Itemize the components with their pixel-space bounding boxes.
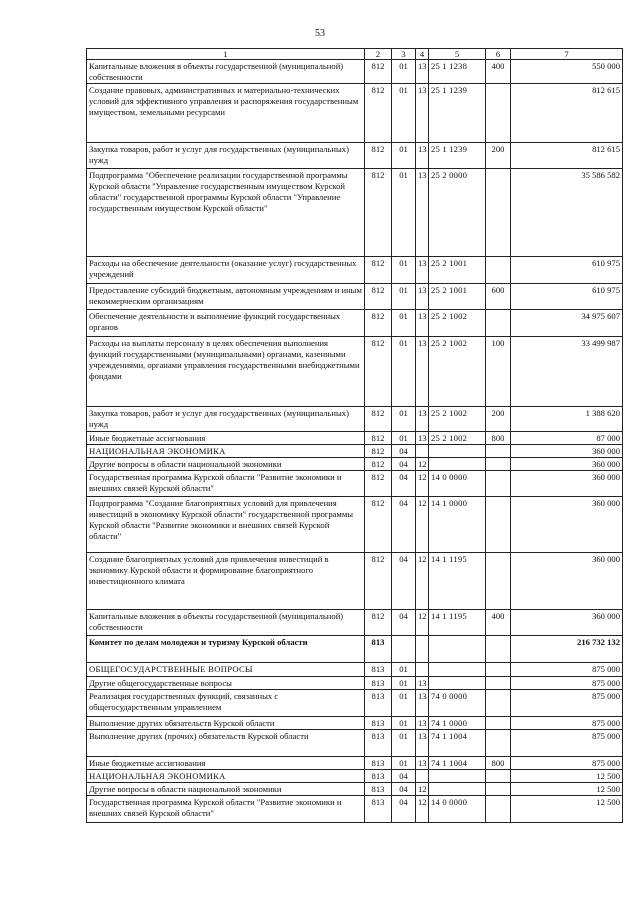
expense-type-cell: 200 [486, 143, 511, 169]
subsection-code-cell: 13 [416, 757, 429, 770]
expense-type-cell [486, 257, 511, 284]
amount-cell: 360 000 [511, 553, 623, 610]
grbs-code-cell: 813 [365, 636, 392, 663]
amount-cell: 812 615 [511, 84, 623, 143]
target-article-cell: 74 1 1004 [429, 730, 486, 757]
header-col-3: 3 [392, 49, 416, 60]
section-code-cell: 04 [392, 471, 416, 497]
subsection-code-cell: 12 [416, 610, 429, 636]
target-article-cell: 25 2 1002 [429, 432, 486, 445]
section-code-cell: 04 [392, 553, 416, 610]
row-name-cell: Иные бюджетные ассигнования [87, 757, 365, 770]
grbs-code-cell: 813 [365, 730, 392, 757]
expense-type-cell: 800 [486, 757, 511, 770]
table-row [87, 84, 623, 143]
table-row [87, 717, 623, 730]
amount-cell: 12 500 [511, 783, 623, 796]
target-article-cell: 25 2 1001 [429, 257, 486, 284]
row-name-cell: Государственная программа Курской области "Развитие экономики и внешних связей Курской области" [87, 471, 365, 497]
header-col-1: 1 [87, 49, 365, 60]
amount-cell: 360 000 [511, 471, 623, 497]
target-article-cell: 14 0 0000 [429, 471, 486, 497]
subsection-code-cell: 12 [416, 796, 429, 823]
subsection-code-cell [416, 445, 429, 458]
amount-cell: 360 000 [511, 497, 623, 553]
table-row [87, 757, 623, 770]
section-code-cell: 04 [392, 610, 416, 636]
header-col-2: 2 [365, 49, 392, 60]
target-article-cell: 14 1 1195 [429, 553, 486, 610]
amount-cell: 35 586 582 [511, 169, 623, 257]
target-article-cell: 74 0 0000 [429, 690, 486, 717]
grbs-code-cell: 812 [365, 284, 392, 310]
table-row [87, 143, 623, 169]
amount-cell: 875 000 [511, 730, 623, 757]
expense-type-cell [486, 770, 511, 783]
table-row [87, 730, 623, 757]
table-row [87, 677, 623, 690]
expense-type-cell: 800 [486, 432, 511, 445]
subsection-code-cell: 13 [416, 84, 429, 143]
row-name-cell: Выполнение других (прочих) обязательств Курской области [87, 730, 365, 757]
grbs-code-cell: 812 [365, 553, 392, 610]
section-code-cell: 01 [392, 310, 416, 337]
expense-type-cell [486, 310, 511, 337]
table-row [87, 432, 623, 445]
row-name-cell: Подпрограмма "Обеспечение реализации государственной программы Курской области "Управление государственным имуществом Курской области" государственной программы Курской области "Управление государственным имуществом Курской области" [87, 169, 365, 257]
table-row [87, 770, 623, 783]
target-article-cell: 25 2 1002 [429, 337, 486, 407]
table-row [87, 796, 623, 823]
section-code-cell: 01 [392, 690, 416, 717]
grbs-code-cell: 812 [365, 337, 392, 407]
section-code-cell: 04 [392, 497, 416, 553]
expense-type-cell: 200 [486, 407, 511, 432]
amount-cell: 875 000 [511, 690, 623, 717]
subsection-code-cell: 12 [416, 553, 429, 610]
amount-cell: 875 000 [511, 663, 623, 677]
subsection-code-cell: 13 [416, 169, 429, 257]
row-name-cell: Обеспечение деятельности и выполнение функций государственных органов [87, 310, 365, 337]
grbs-code-cell: 813 [365, 677, 392, 690]
row-name-cell: Закупка товаров, работ и услуг для государственных (муниципальных) нужд [87, 407, 365, 432]
header-col-4: 4 [416, 49, 429, 60]
target-article-cell [429, 663, 486, 677]
section-code-cell: 04 [392, 783, 416, 796]
section-code-cell: 01 [392, 60, 416, 84]
table-row [87, 60, 623, 84]
subsection-code-cell: 12 [416, 497, 429, 553]
section-code-cell: 01 [392, 677, 416, 690]
subsection-code-cell [416, 636, 429, 663]
page-number: 53 [315, 28, 325, 39]
grbs-code-cell: 813 [365, 690, 392, 717]
subsection-code-cell: 12 [416, 458, 429, 471]
subsection-code-cell: 13 [416, 337, 429, 407]
grbs-code-cell: 813 [365, 796, 392, 823]
table-row [87, 690, 623, 717]
section-code-cell: 01 [392, 730, 416, 757]
amount-cell: 610 975 [511, 257, 623, 284]
expense-type-cell [486, 84, 511, 143]
expense-type-cell [486, 497, 511, 553]
subsection-code-cell: 13 [416, 690, 429, 717]
amount-cell: 216 732 132 [511, 636, 623, 663]
expense-type-cell: 600 [486, 284, 511, 310]
row-name-cell: Другие вопросы в области национальной экономики [87, 458, 365, 471]
section-code-cell: 01 [392, 143, 416, 169]
row-name-cell: Иные бюджетные ассигнования [87, 432, 365, 445]
amount-cell: 12 500 [511, 796, 623, 823]
subsection-code-cell: 13 [416, 407, 429, 432]
grbs-code-cell: 813 [365, 783, 392, 796]
row-name-cell: Подпрограмма "Создание благоприятных условий для привлечения инвестиций в экономику Курской области" государственной программы Курской области "Развитие экономики и внешних связей Курской области" [87, 497, 365, 553]
grbs-code-cell: 812 [365, 169, 392, 257]
grbs-code-cell: 812 [365, 84, 392, 143]
grbs-code-cell: 812 [365, 471, 392, 497]
grbs-code-cell: 812 [365, 497, 392, 553]
table-row [87, 407, 623, 432]
amount-cell: 33 499 987 [511, 337, 623, 407]
row-name-cell: Создание правовых, административных и материально-технических условий для эффективного управления и распоряжения государственным имуществом, земельными ресурсами [87, 84, 365, 143]
amount-cell: 812 615 [511, 143, 623, 169]
table-row [87, 445, 623, 458]
expense-type-cell: 400 [486, 60, 511, 84]
table-row [87, 310, 623, 337]
target-article-cell: 14 1 1195 [429, 610, 486, 636]
row-name-cell: Капитальные вложения в объекты государственной (муниципальной) собственности [87, 610, 365, 636]
table-row [87, 636, 623, 663]
expense-type-cell [486, 636, 511, 663]
target-article-cell: 74 1 1004 [429, 757, 486, 770]
grbs-code-cell: 812 [365, 310, 392, 337]
section-code-cell: 01 [392, 432, 416, 445]
subsection-code-cell: 13 [416, 60, 429, 84]
target-article-cell: 25 2 0000 [429, 169, 486, 257]
row-name-cell: Выполнение других обязательств Курской области [87, 717, 365, 730]
grbs-code-cell: 812 [365, 432, 392, 445]
section-code-cell: 04 [392, 458, 416, 471]
amount-cell: 875 000 [511, 717, 623, 730]
row-name-cell: Государственная программа Курской области "Развитие экономики и внешних связей Курской области" [87, 796, 365, 823]
table-row [87, 471, 623, 497]
subsection-code-cell: 13 [416, 310, 429, 337]
target-article-cell [429, 677, 486, 690]
header-col-6: 6 [486, 49, 511, 60]
target-article-cell [429, 783, 486, 796]
grbs-code-cell: 813 [365, 770, 392, 783]
subsection-code-cell: 13 [416, 717, 429, 730]
table-row [87, 284, 623, 310]
expense-type-cell [486, 690, 511, 717]
grbs-code-cell: 812 [365, 445, 392, 458]
row-name-cell: Другие вопросы в области национальной экономики [87, 783, 365, 796]
grbs-code-cell: 812 [365, 407, 392, 432]
amount-cell: 87 000 [511, 432, 623, 445]
row-name-cell: ОБЩЕГОСУДАРСТВЕННЫЕ ВОПРОСЫ [87, 663, 365, 677]
expense-type-cell [486, 783, 511, 796]
target-article-cell: 25 2 1002 [429, 310, 486, 337]
row-name-cell: Предоставление субсидий бюджетным, автономным учреждениям и иным некоммерческим организациям [87, 284, 365, 310]
expense-type-cell [486, 730, 511, 757]
expense-type-cell [486, 445, 511, 458]
row-name-cell: НАЦИОНАЛЬНАЯ ЭКОНОМИКА [87, 445, 365, 458]
grbs-code-cell: 813 [365, 663, 392, 677]
grbs-code-cell: 812 [365, 610, 392, 636]
amount-cell: 550 000 [511, 60, 623, 84]
expense-type-cell: 100 [486, 337, 511, 407]
amount-cell: 360 000 [511, 458, 623, 471]
section-code-cell [392, 636, 416, 663]
subsection-code-cell: 13 [416, 432, 429, 445]
section-code-cell: 04 [392, 770, 416, 783]
row-name-cell: Расходы на выплаты персоналу в целях обеспечения выполнения функций государственными (муниципальными) органами, казенными учреждениями, органами управления государственными внебюджетными фондами [87, 337, 365, 407]
row-name-cell: Расходы на обеспечение деятельности (оказание услуг) государственных учреждений [87, 257, 365, 284]
target-article-cell [429, 445, 486, 458]
expense-type-cell [486, 458, 511, 471]
row-name-cell: Капитальные вложения в объекты государственной (муниципальной) собственности [87, 60, 365, 84]
row-name-cell: Закупка товаров, работ и услуг для государственных (муниципальных) нужд [87, 143, 365, 169]
amount-cell: 360 000 [511, 445, 623, 458]
amount-cell: 360 000 [511, 610, 623, 636]
table-row [87, 663, 623, 677]
target-article-cell: 25 1 1239 [429, 84, 486, 143]
grbs-code-cell: 812 [365, 143, 392, 169]
section-code-cell: 01 [392, 663, 416, 677]
section-code-cell: 01 [392, 757, 416, 770]
expense-type-cell [486, 677, 511, 690]
section-code-cell: 01 [392, 284, 416, 310]
expense-type-cell [486, 169, 511, 257]
expense-type-cell [486, 553, 511, 610]
section-code-cell: 01 [392, 337, 416, 407]
target-article-cell: 25 2 1002 [429, 407, 486, 432]
expense-type-cell [486, 796, 511, 823]
table-body [87, 60, 623, 823]
table-row [87, 458, 623, 471]
amount-cell: 34 975 607 [511, 310, 623, 337]
subsection-code-cell [416, 663, 429, 677]
grbs-code-cell: 813 [365, 717, 392, 730]
amount-cell: 875 000 [511, 757, 623, 770]
section-code-cell: 04 [392, 445, 416, 458]
subsection-code-cell: 12 [416, 783, 429, 796]
header-col-7: 7 [511, 49, 623, 60]
subsection-code-cell: 13 [416, 284, 429, 310]
table-row [87, 610, 623, 636]
grbs-code-cell: 812 [365, 257, 392, 284]
section-code-cell: 01 [392, 257, 416, 284]
grbs-code-cell: 812 [365, 60, 392, 84]
expense-type-cell [486, 663, 511, 677]
subsection-code-cell [416, 770, 429, 783]
row-name-cell: Реализация государственных функций, связанных с общегосударственным управлением [87, 690, 365, 717]
section-code-cell: 04 [392, 796, 416, 823]
amount-cell: 610 975 [511, 284, 623, 310]
target-article-cell: 25 1 1238 [429, 60, 486, 84]
target-article-cell: 25 1 1239 [429, 143, 486, 169]
expense-type-cell [486, 717, 511, 730]
row-name-cell: Другие общегосударственные вопросы [87, 677, 365, 690]
section-code-cell: 01 [392, 717, 416, 730]
table-row [87, 783, 623, 796]
subsection-code-cell: 13 [416, 730, 429, 757]
header-col-5: 5 [429, 49, 486, 60]
budget-table [86, 48, 623, 823]
table-row [87, 169, 623, 257]
target-article-cell [429, 636, 486, 663]
subsection-code-cell: 13 [416, 257, 429, 284]
subsection-code-cell: 13 [416, 677, 429, 690]
expense-type-cell [486, 471, 511, 497]
target-article-cell: 74 1 0000 [429, 717, 486, 730]
grbs-code-cell: 812 [365, 458, 392, 471]
row-name-cell: НАЦИОНАЛЬНАЯ ЭКОНОМИКА [87, 770, 365, 783]
subsection-code-cell: 12 [416, 471, 429, 497]
section-code-cell: 01 [392, 84, 416, 143]
target-article-cell [429, 770, 486, 783]
section-code-cell: 01 [392, 169, 416, 257]
target-article-cell: 14 0 0000 [429, 796, 486, 823]
row-name-cell: Комитет по делам молодежи и туризму Курской области [87, 636, 365, 663]
amount-cell: 12 500 [511, 770, 623, 783]
table-header-row [87, 49, 623, 60]
subsection-code-cell: 13 [416, 143, 429, 169]
table-row [87, 553, 623, 610]
target-article-cell: 25 2 1001 [429, 284, 486, 310]
expense-type-cell: 400 [486, 610, 511, 636]
target-article-cell: 14 1 0000 [429, 497, 486, 553]
section-code-cell: 01 [392, 407, 416, 432]
row-name-cell: Создание благоприятных условий для привлечения инвестиций в экономику Курской области и формирование благоприятного инвестиционного климата [87, 553, 365, 610]
table-row [87, 497, 623, 553]
table-row [87, 257, 623, 284]
grbs-code-cell: 813 [365, 757, 392, 770]
target-article-cell [429, 458, 486, 471]
amount-cell: 875 000 [511, 677, 623, 690]
amount-cell: 1 388 620 [511, 407, 623, 432]
table-row [87, 337, 623, 407]
